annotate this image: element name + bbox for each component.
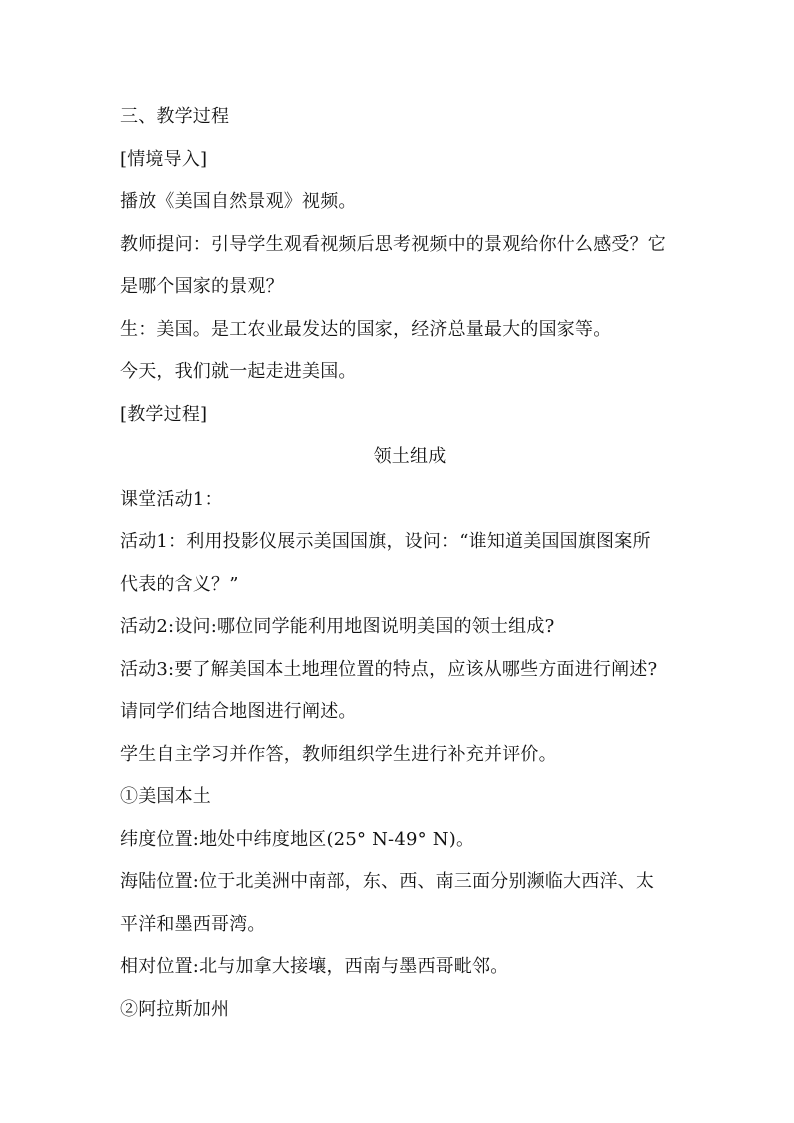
paragraph-line: 请同学们结合地图进行阐述。: [120, 701, 357, 722]
paragraph-line: 学生自主学习并作答，教师组织学生进行补充并评价。: [120, 743, 557, 765]
paragraph-line: 课堂活动1：: [120, 488, 223, 510]
paragraph-line: 平洋和墨西哥湾。: [120, 913, 266, 935]
paragraph-line: 活动2:设问:哪位同学能利用地图说明美国的领士组成?: [120, 616, 555, 637]
paragraph-line: 海陆位置:位于北美洲中南部，东、西、南三面分别濒临大西洋、太: [120, 871, 655, 892]
list-item-mainland: ①美国本土: [120, 786, 211, 807]
paragraph-line: 代表的含义？”: [120, 573, 239, 595]
paragraph-line: 活动3:要了解美国本土地理位置的特点，应该从哪些方面进行阐述?: [120, 658, 658, 680]
document-body: [120, 103, 700, 1038]
paragraph-line: 今天，我们就一起走进美国。: [120, 361, 357, 382]
subsection-label-intro: [情境导入]: [120, 148, 208, 170]
subsection-label-process: [教学过程]: [120, 403, 208, 425]
paragraph-line: 纬度位置:地处中纬度地区(25° N-49° N)。: [120, 828, 475, 850]
paragraph-line: 播放《美国自然景观》视频。: [120, 191, 357, 212]
paragraph-line: 教师提问：引导学生观看视频后思考视频中的景观给你什么感受？它: [120, 233, 666, 255]
list-item-alaska: ②阿拉斯加州: [120, 998, 230, 1020]
paragraph-line: 活动1：利用投影仪展示美国国旗，设问：“谁知道美国国旗图案所: [120, 531, 651, 552]
centered-topic-title: 领土组成: [373, 446, 447, 467]
section-heading: 三、教学过程: [120, 106, 230, 127]
paragraph-line: 是哪个国家的景观？: [120, 276, 284, 297]
paragraph-line: 生：美国。是工农业最发达的国家，经济总量最大的国家等。: [120, 318, 612, 340]
paragraph-line: 相对位置:北与加拿大接壤，西南与墨西哥毗邻。: [120, 956, 509, 977]
